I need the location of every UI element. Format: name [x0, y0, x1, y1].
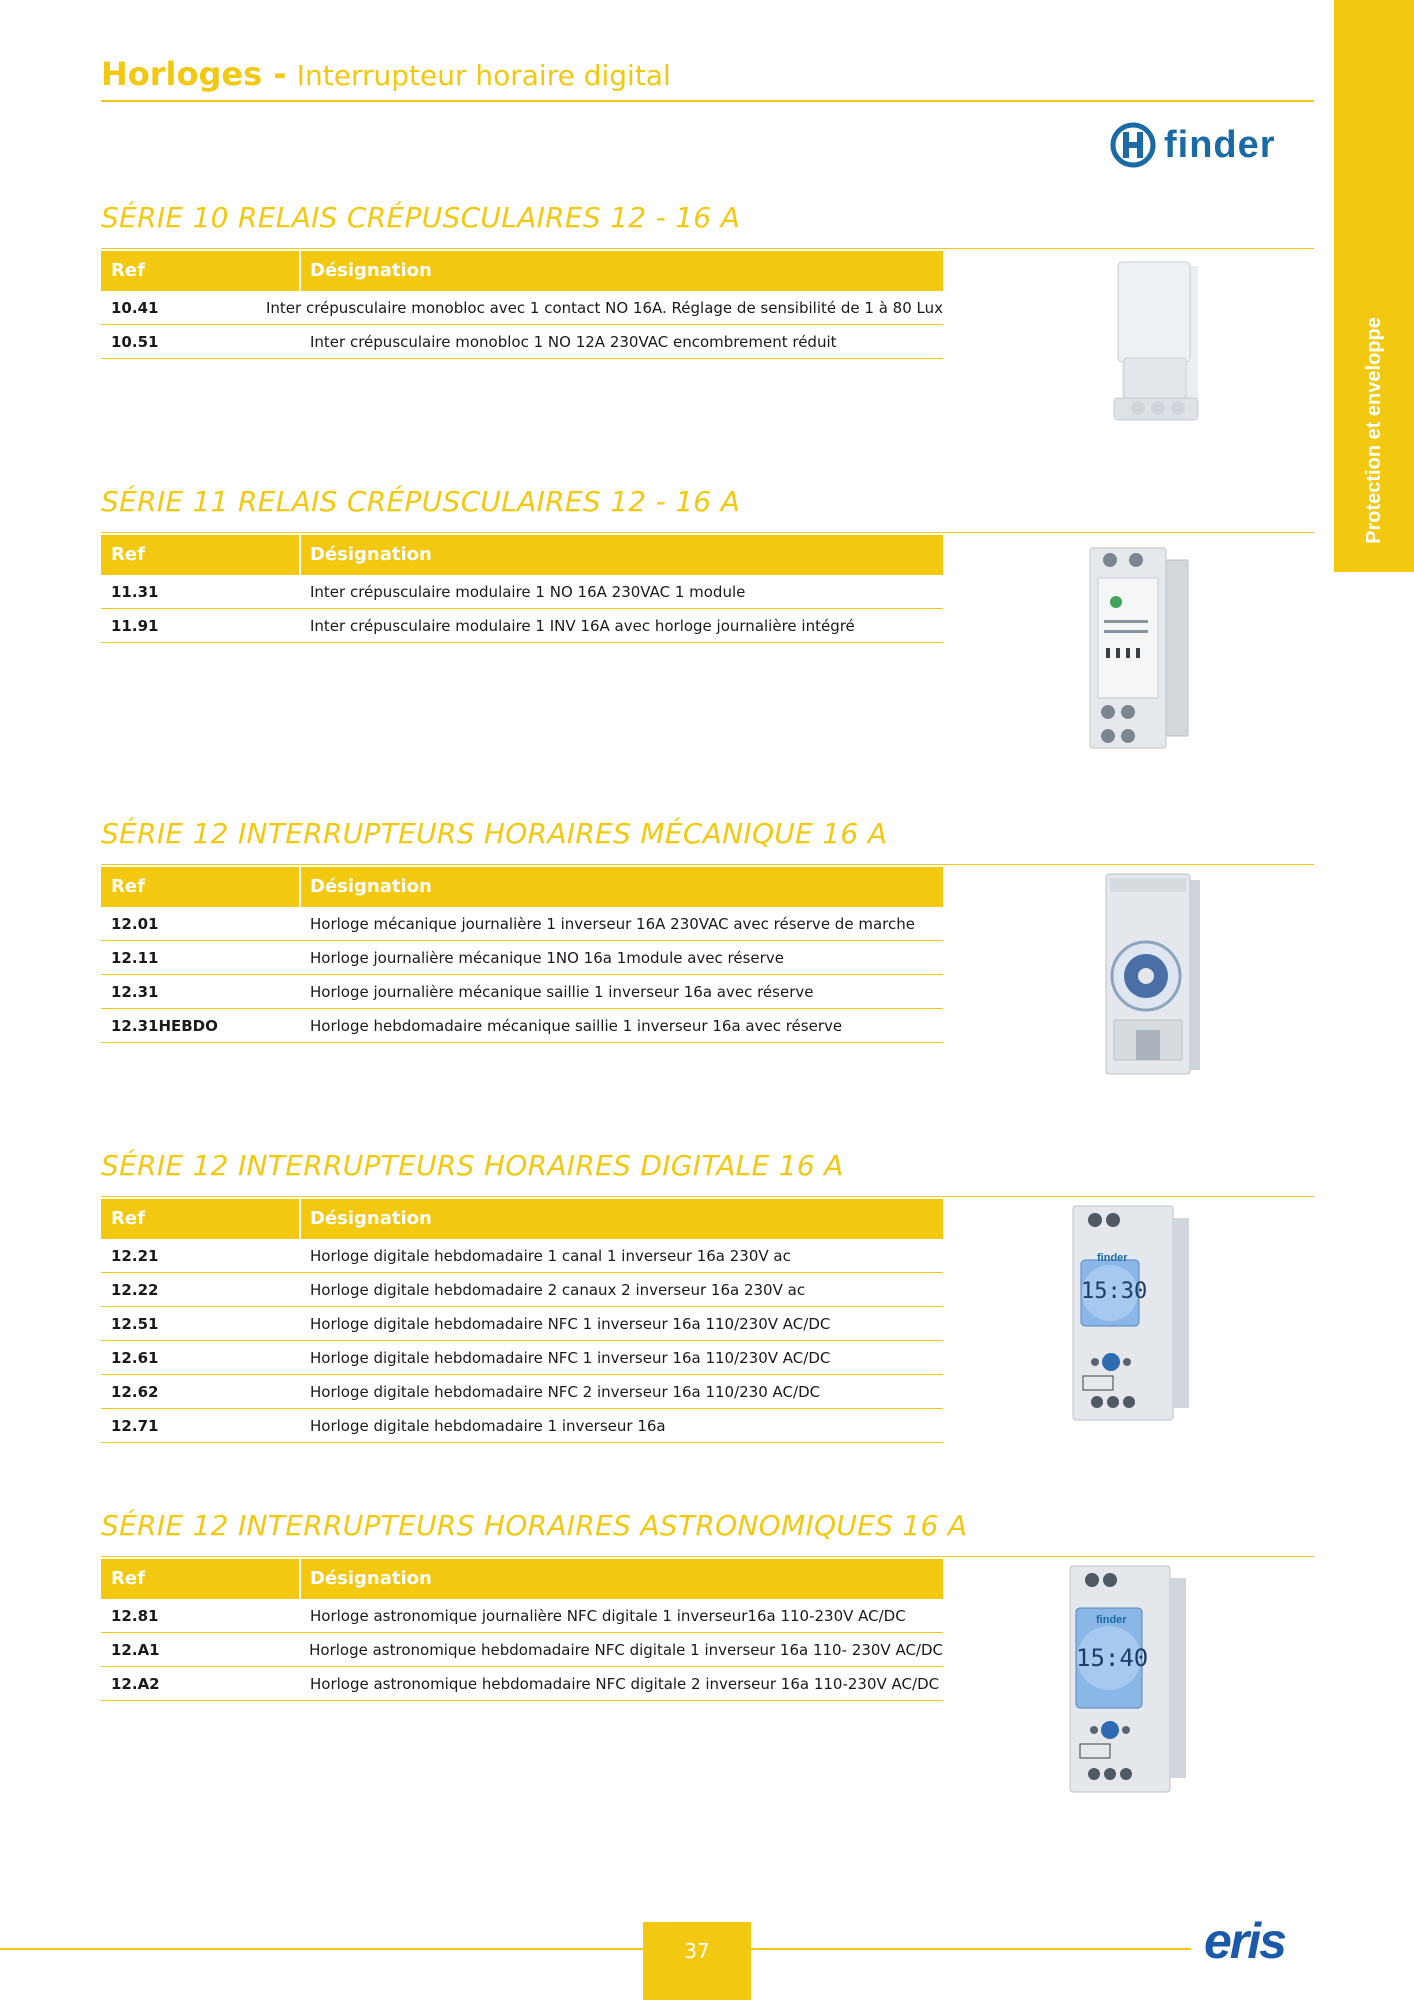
table-row	[101, 575, 943, 609]
product-image-horloge-mecanique	[1096, 870, 1206, 1080]
row-ref: 12.62	[111, 1382, 159, 1401]
row-ref: 10.51	[111, 332, 159, 351]
column-header-designation: Désignation	[310, 1208, 432, 1229]
page-title	[101, 52, 671, 98]
row-designation: Horloge digitale hebdomadaire 1 canal 1 inverseur 16a 230V ac	[310, 1246, 791, 1265]
side-tab-label: Protection et enveloppe	[1362, 316, 1385, 544]
section-serie-12-astronomiques	[101, 1506, 1314, 1557]
row-ref: 11.91	[111, 616, 159, 635]
row-designation: Horloge digitale hebdomadaire 2 canaux 2 inverseur 16a 230V ac	[310, 1280, 806, 1299]
table-row	[101, 1599, 943, 1633]
row-ref: 11.31	[111, 582, 159, 601]
column-header-ref: Ref	[111, 876, 145, 897]
table-row	[101, 975, 943, 1009]
footer-divider-right	[751, 1948, 1191, 1950]
section-serie-10	[101, 198, 1314, 249]
row-ref: 12.11	[111, 948, 159, 967]
row-designation: Inter crépusculaire modulaire 1 INV 16A avec horloge journalière intégré	[310, 616, 855, 635]
row-designation: Horloge mécanique journalière 1 inverseur 16A 230VAC avec réserve de marche	[310, 914, 915, 933]
row-designation: Horloge journalière mécanique saillie 1 inverseur 16a avec réserve	[310, 982, 814, 1001]
section-serie-11	[101, 482, 1314, 533]
section-serie-12-mecanique	[101, 814, 1314, 865]
table-row	[101, 609, 943, 643]
section-title: SÉRIE 11 RELAIS CRÉPUSCULAIRES 12 - 16 A	[101, 485, 741, 518]
product-image-horloge-digitale	[1065, 1204, 1197, 1422]
table-row	[101, 1375, 943, 1409]
table-serie-12-mecanique	[101, 867, 943, 1043]
horloge-digitale-display: 15:30	[1081, 1279, 1148, 1304]
section-serie-12-digitale	[101, 1146, 1314, 1197]
section-divider	[101, 1556, 1314, 1557]
row-designation: Horloge digitale hebdomadaire 1 inverseur 16a	[310, 1416, 666, 1435]
column-header-designation: Désignation	[310, 260, 432, 281]
table-row	[101, 1239, 943, 1273]
column-header-ref: Ref	[111, 544, 145, 565]
product-image-horloge-astronomique	[1062, 1564, 1197, 1794]
row-ref: 12.01	[111, 914, 159, 933]
page-title-subtitle: Interrupteur horaire digital	[296, 59, 671, 92]
horloge-astronomique-brand: finder	[1096, 1614, 1127, 1626]
table-row	[101, 1273, 943, 1307]
table-row	[101, 291, 943, 325]
header-divider	[101, 100, 1314, 102]
row-ref: 12.71	[111, 1416, 159, 1435]
column-header-ref: Ref	[111, 1568, 145, 1589]
horloge-digitale-brand: finder	[1097, 1252, 1128, 1264]
row-designation: Horloge digitale hebdomadaire NFC 2 inverseur 16a 110/230 AC/DC	[310, 1382, 821, 1401]
row-designation: Inter crépusculaire modulaire 1 NO 16A 230VAC 1 module	[310, 582, 746, 601]
section-divider	[101, 864, 1314, 865]
column-header-designation: Désignation	[310, 1568, 432, 1589]
row-ref: 12.21	[111, 1246, 159, 1265]
row-designation: Horloge astronomique hebdomadaire NFC digitale 2 inverseur 16a 110-230V AC/DC	[310, 1674, 940, 1693]
table-row	[101, 325, 943, 359]
row-designation: Horloge digitale hebdomadaire NFC 1 inverseur 16a 110/230V AC/DC	[310, 1348, 831, 1367]
row-ref: 12.31	[111, 982, 159, 1001]
row-designation: Horloge digitale hebdomadaire NFC 1 inverseur 16a 110/230V AC/DC	[310, 1314, 831, 1333]
column-header-designation: Désignation	[310, 544, 432, 565]
eris-logo: eris	[1204, 1913, 1285, 1969]
row-designation: Horloge astronomique journalière NFC digitale 1 inverseur16a 110-230V AC/DC	[310, 1606, 906, 1625]
footer-divider-left	[0, 1948, 643, 1950]
side-tab-label-wrap	[1346, 310, 1402, 550]
table-row	[101, 1667, 943, 1701]
table-row	[101, 907, 943, 941]
table-row	[101, 941, 943, 975]
table-row	[101, 1633, 943, 1667]
row-designation: Horloge journalière mécanique 1NO 16a 1module avec réserve	[310, 948, 784, 967]
finder-logo-mark-icon	[1110, 122, 1156, 168]
table-serie-12-digitale	[101, 1199, 943, 1443]
table-serie-10	[101, 251, 943, 359]
section-title: SÉRIE 10 RELAIS CRÉPUSCULAIRES 12 - 16 A	[101, 201, 741, 234]
page-title-category: Horloges -	[101, 55, 287, 93]
table-header	[101, 535, 943, 575]
row-designation: Horloge hebdomadaire mécanique saillie 1 inverseur 16a avec réserve	[310, 1016, 843, 1035]
row-ref: 12.A1	[111, 1640, 160, 1659]
row-ref: 12.51	[111, 1314, 159, 1333]
table-serie-12-astronomiques	[101, 1559, 943, 1701]
section-title: SÉRIE 12 INTERRUPTEURS HORAIRES ASTRONOMIQUES 16 A	[101, 1509, 968, 1542]
horloge-astronomique-display: 15:40	[1076, 1644, 1149, 1672]
section-title: SÉRIE 12 INTERRUPTEURS HORAIRES DIGITALE 16 A	[101, 1149, 844, 1182]
table-row	[101, 1341, 943, 1375]
table-header	[101, 251, 943, 291]
finder-logo	[1110, 120, 1315, 172]
horloge-astronomique-body-icon	[1062, 1564, 1197, 1794]
product-image-crepusculaire-modulaire	[1080, 540, 1220, 755]
table-serie-11	[101, 535, 943, 643]
row-ref: 12.81	[111, 1606, 159, 1625]
row-designation: Inter crépusculaire monobloc avec 1 contact NO 16A. Réglage de sensibilité de 1 à 80 Lux	[266, 298, 943, 317]
row-designation: Inter crépusculaire monobloc 1 NO 12A 230VAC encombrement réduit	[310, 332, 837, 351]
row-ref: 12.22	[111, 1280, 159, 1299]
row-designation: Horloge astronomique hebdomadaire NFC digitale 1 inverseur 16a 110- 230V AC/DC	[309, 1640, 943, 1659]
section-title: SÉRIE 12 INTERRUPTEURS HORAIRES MÉCANIQUE 16 A	[101, 817, 888, 850]
column-header-designation: Désignation	[310, 876, 432, 897]
finder-logo-wordmark: finder	[1164, 124, 1276, 166]
table-header	[101, 867, 943, 907]
table-row	[101, 1409, 943, 1443]
page-number: 37	[643, 1922, 751, 2000]
table-header	[101, 1199, 943, 1239]
column-header-ref: Ref	[111, 1208, 145, 1229]
section-divider	[101, 1196, 1314, 1197]
table-row	[101, 1307, 943, 1341]
row-ref: 10.41	[111, 298, 159, 317]
table-row	[101, 1009, 943, 1043]
row-ref: 12.A2	[111, 1674, 160, 1693]
section-divider	[101, 248, 1314, 249]
column-header-ref: Ref	[111, 260, 145, 281]
horloge-digitale-body-icon	[1065, 1204, 1197, 1422]
row-ref: 12.31HEBDO	[111, 1016, 218, 1035]
table-header	[101, 1559, 943, 1599]
row-ref: 12.61	[111, 1348, 159, 1367]
product-image-crepusculaire-monobloc	[1088, 258, 1218, 428]
section-divider	[101, 532, 1314, 533]
